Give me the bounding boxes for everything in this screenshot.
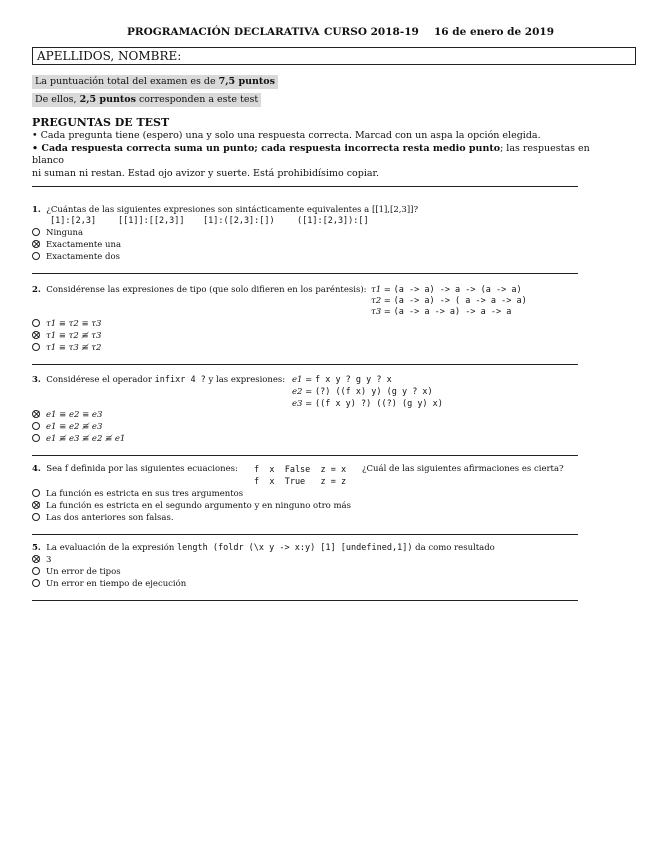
test-section-title: PREGUNTAS DE TEST xyxy=(32,116,170,129)
question-1-option-3[interactable]: Exactamente dos xyxy=(32,251,120,263)
divider xyxy=(32,273,578,274)
radio-empty-icon xyxy=(32,489,40,497)
name-field[interactable] xyxy=(32,47,636,65)
question-4-option-2[interactable]: La función es estricta en el segundo argumento y en ninguno otro más xyxy=(32,500,351,512)
instructions xyxy=(32,130,622,180)
question-1-option-2[interactable]: Exactamente una xyxy=(32,239,121,251)
radio-crossed-icon xyxy=(32,240,40,248)
radio-empty-icon xyxy=(32,343,40,351)
question-3-def: e2 = (?) ((f x) y) (g y ? x) xyxy=(292,387,433,397)
question-1-expression: [[1]]:[[2,3]] xyxy=(118,216,185,226)
question-2-option-2[interactable]: τ1 ≡ τ2 ≢ τ3 xyxy=(32,330,101,342)
exam-date: 16 de enero de 2019 xyxy=(434,26,555,38)
instruction-line-3: ni suman ni restan. Estad ojo avizor y suerte. Está prohibidísimo copiar. xyxy=(32,167,380,179)
question-3-def: e1 = f x y ? g y ? x xyxy=(292,375,392,385)
question-3: 3. Considérese el operador infixr 4 ? y las expresiones: xyxy=(32,375,286,385)
question-1-expression: ([1]:[2,3]):[] xyxy=(297,216,369,226)
question-1-expression: [1]:[2,3] xyxy=(50,216,97,226)
question-5-option-3[interactable]: Un error en tiempo de ejecución xyxy=(32,578,186,590)
score-total-box: La puntuación total del examen es de 7,5 puntos xyxy=(32,75,278,89)
question-1-expression: [1]:([2,3]:[]) xyxy=(203,216,275,226)
radio-empty-icon xyxy=(32,422,40,430)
question-3-option-3[interactable]: e1 ≢ e3 ≢ e2 ≢ e1 xyxy=(32,433,125,445)
radio-empty-icon xyxy=(32,228,40,236)
divider xyxy=(32,534,578,535)
question-4-equation: f x False z = x xyxy=(254,465,347,475)
radio-crossed-icon xyxy=(32,410,40,418)
question-3-option-1[interactable]: e1 ≡ e2 ≡ e3 xyxy=(32,409,102,421)
radio-empty-icon xyxy=(32,579,40,587)
instruction-line-2: • Cada respuesta correcta suma un punto; cada respuesta incorrecta resta medio punto; las respuestas en blanco xyxy=(32,142,590,166)
question-5: 5. La evaluación de la expresión length (foldr (\x y -> x:y) [1] [undefined,1]) da como resultado xyxy=(32,543,495,553)
course-year: CURSO 2018-19 xyxy=(324,26,419,38)
question-5-option-1[interactable]: 3 xyxy=(32,554,51,566)
question-5-option-2[interactable]: Un error de tipos xyxy=(32,566,121,578)
question-4-prompt: ¿Cuál de las siguientes afirmaciones es cierta? xyxy=(362,464,564,474)
instruction-line-1: • Cada pregunta tiene (espero) una y solo una respuesta correcta. Marcad con un aspa la opción elegida. xyxy=(32,130,541,141)
question-2-def: τ2 = (a -> a) -> ( a -> a -> a) xyxy=(371,296,527,306)
question-2-option-3[interactable]: τ1 ≡ τ3 ≢ τ2 xyxy=(32,342,101,354)
question-3-option-2[interactable]: e1 ≡ e2 ≢ e3 xyxy=(32,421,102,433)
question-2-def: τ3 = (a -> a -> a) -> a -> a xyxy=(371,307,512,317)
name-field-label: APELLIDOS, NOMBRE: xyxy=(37,49,182,63)
radio-empty-icon xyxy=(32,252,40,260)
radio-crossed-icon xyxy=(32,501,40,509)
question-4-option-3[interactable]: Las dos anteriores son falsas. xyxy=(32,512,174,524)
radio-empty-icon xyxy=(32,567,40,575)
divider xyxy=(32,600,578,601)
question-4-option-1[interactable]: La función es estricta en sus tres argumentos xyxy=(32,488,243,500)
question-3-def: e3 = ((f x y) ?) ((?) (g y) x) xyxy=(292,399,443,409)
question-4: 4. Sea f definida por las siguientes ecuaciones: xyxy=(32,464,238,474)
score-test-box: De ellos, 2,5 puntos corresponden a este test xyxy=(32,93,261,107)
question-1: 1. ¿Cuántas de las siguientes expresiones son sintácticamente equivalentes a [[1],[2,3]]? xyxy=(32,205,419,215)
question-1-option-1[interactable]: Ninguna xyxy=(32,227,83,239)
question-2-def: τ1 = (a -> a) -> a -> (a -> a) xyxy=(371,285,522,295)
divider xyxy=(32,455,578,456)
radio-empty-icon xyxy=(32,319,40,327)
divider xyxy=(32,186,578,187)
radio-empty-icon xyxy=(32,434,40,442)
radio-empty-icon xyxy=(32,513,40,521)
question-4-equation: f x True z = z xyxy=(254,477,347,487)
divider xyxy=(32,364,578,365)
radio-crossed-icon xyxy=(32,555,40,563)
question-2-option-1[interactable]: τ1 ≡ τ2 ≡ τ3 xyxy=(32,318,101,330)
question-2: 2. Considérense las expresiones de tipo (que solo difieren en los paréntesis): xyxy=(32,285,367,295)
radio-crossed-icon xyxy=(32,331,40,339)
course-title: PROGRAMACIÓN DECLARATIVA xyxy=(127,26,320,38)
